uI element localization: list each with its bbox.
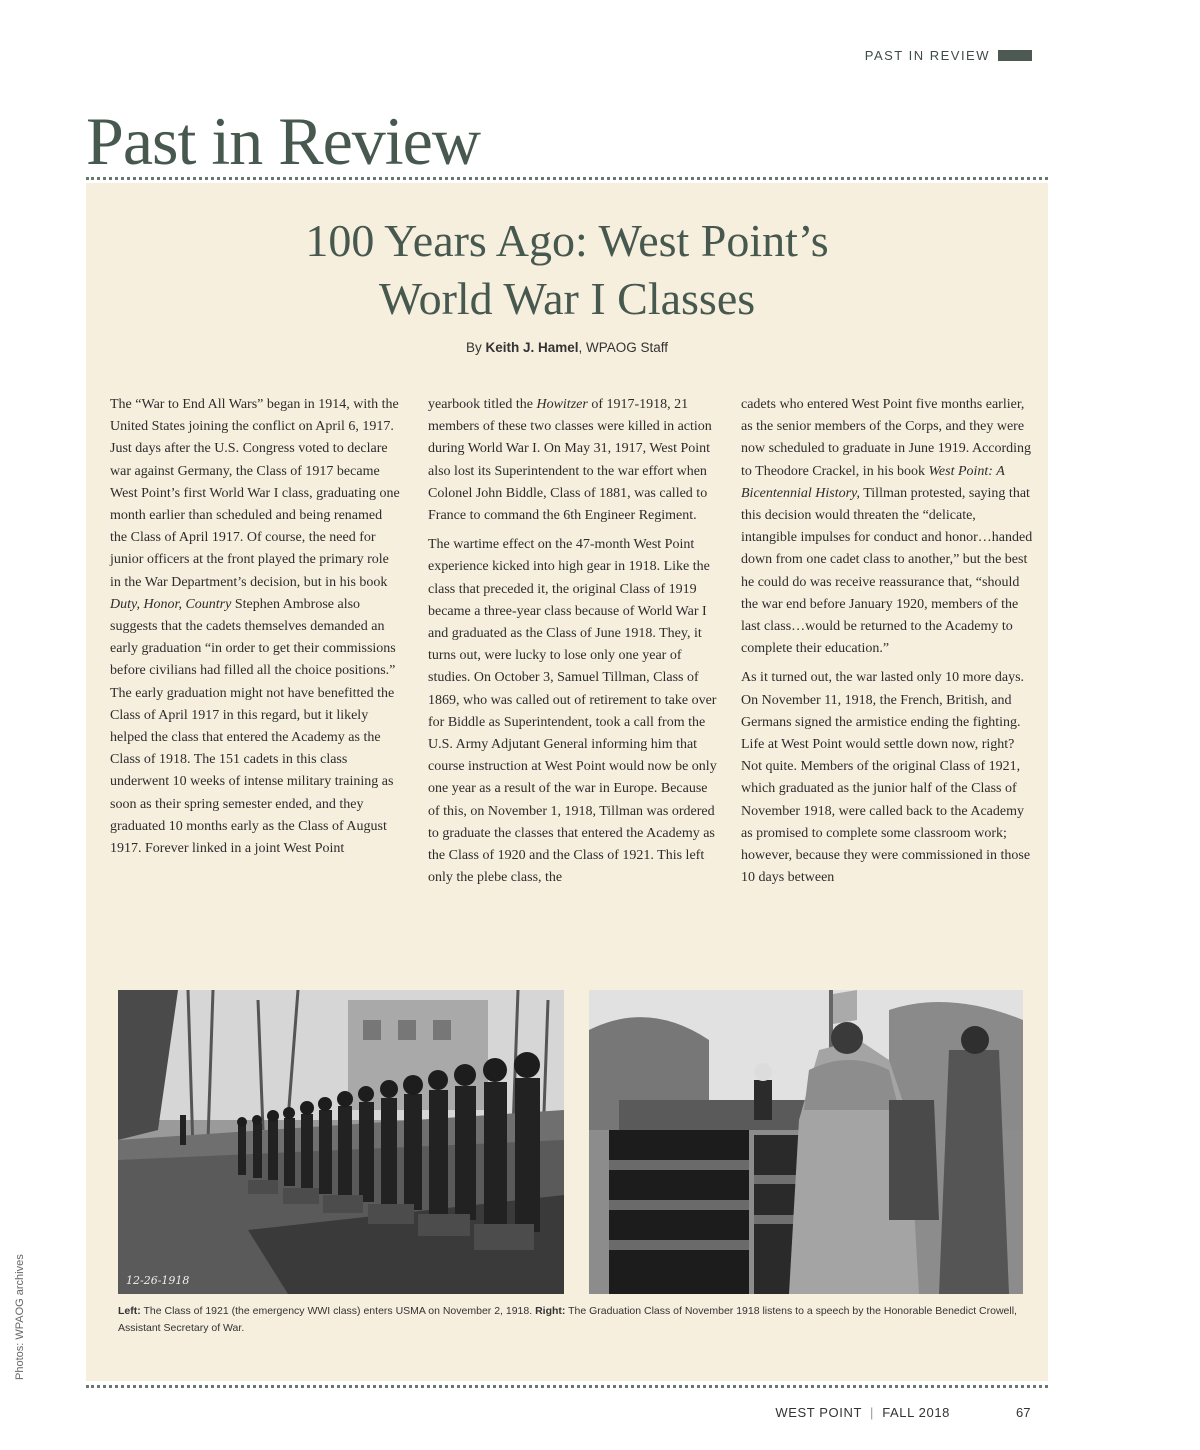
col3-paragraph-1 — [741, 394, 1033, 660]
article-headline — [86, 212, 1048, 328]
footer-issue: FALL 2018 — [882, 1405, 950, 1420]
caption-left-text: The Class of 1921 (the emergency WWI class) enters USMA on November 2, 1918. — [140, 1305, 536, 1317]
photo-left-image — [118, 990, 564, 1294]
page-title: Past in Review — [86, 103, 480, 179]
photo-class-of-1921 — [118, 990, 564, 1294]
photo-credit: Photos: WPAOG archives — [14, 1254, 26, 1380]
col2-p1-text-b: of 1917-1918, 21 members of these two classes were killed in action during World War I. On May 31, 1917, West Point also lost its Superintendent to the war effort when Colonel John Biddle, Class of 1881, was called to France to command the 6th Engineer Regiment. — [428, 397, 712, 524]
photo-caption — [118, 1303, 1023, 1337]
byline-author: Keith J. Hamel — [485, 340, 579, 355]
col3-paragraph-2: As it turned out, the war lasted only 10 more days. On November 11, 1918, the French, British, and Germans signed the armistice ending the fighting. Life at West Point would settle down now, right? Not quite. Members of the original Class of 1921, which graduated as the junior half of the Class of November 1918, were called back to the Academy as promised to complete some classroom work; however, because they were commissioned in those 10 days between — [741, 670, 1031, 886]
section-label-bar — [998, 50, 1032, 61]
headline-line-1: 100 Years Ago: West Point’s — [305, 215, 829, 266]
photo-left-handwriting: 12-26-1918 — [126, 1274, 190, 1287]
footer-publication-name: WEST POINT — [775, 1405, 862, 1420]
photo-right-image — [589, 990, 1023, 1294]
photo-graduation-nov-1918 — [589, 990, 1023, 1294]
col2-paragraph-2: The wartime effect on the 47-month West Point experience kicked into high gear in 1918. Like the class that preceded it, the original Class of 1919 became a three-year class because of World War I and graduated as the Class of June 1918. They, it turns out, were lucky to lose only one year of studies. On October 3, Samuel Tillman, Class of 1869, who was called out of retirement to take over for Biddle as Superintendent, took a call from the U.S. Army Adjutant General informing him that course instruction at West Point would now be only one year as a result of the war in Europe. Because of this, on November 1, 1918, Tillman was ordered to graduate the classes that entered the Academy as the Class of 1920 and the Class of 1921. This left only the plebe class, the — [428, 537, 717, 886]
byline-prefix: By — [465, 340, 486, 355]
byline-suffix: , WPAOG Staff — [578, 340, 669, 355]
caption-right-text: The Graduation Class of November 1918 listens to a speech by the Honorable Benedict Crowell, Assistant Secretary of War. — [118, 1305, 1017, 1334]
col3-p1-text-b: Tillman protested, saying that this decision would threaten the “delicate, intangible impulses for conduct and honor…handed down from one cadet class to another,” but the best he could do was receive reassurance that, “should the war end before January 1920, members of the last class…would be returned to the Academy to complete their education.” — [741, 485, 1033, 657]
col2-yearbook-title: Howitzer — [536, 397, 588, 412]
col1-paragraph-1 — [110, 394, 402, 860]
page-number: 67 — [1016, 1405, 1031, 1420]
bottom-dotted-divider — [86, 1385, 1048, 1388]
col2-paragraph-1 — [428, 394, 720, 527]
article-column-2 — [428, 394, 720, 896]
byline — [86, 340, 1048, 355]
top-dotted-divider — [86, 177, 1048, 180]
col1-book-title: Duty, Honor, Country — [110, 596, 232, 612]
section-label-text: PAST IN REVIEW — [864, 48, 990, 63]
col2-p1-text-a: yearbook titled the — [428, 397, 537, 412]
col1-p1-text-b: Stephen Ambrose also suggests that the cadets themselves demanded an early graduation “in order to get their commissions before civilians had filled all the choice positions.” The early graduation might not have benefitted the Class of April 1917 in this regard, but it likely helped the class that entered the Academy as the Class of 1918. The 151 cadets in this class underwent 10 weeks of intense military training as soon as their spring semester ended, and they graduated 10 months early as the Class of August 1917. Forever linked in a joint West Point — [110, 596, 396, 857]
col1-p1-text-a: The “War to End All Wars” began in 1914, with the United States joining the conflict on April 6, 1917. Just days after the U.S. Congress voted to declare war against Germany, the Class of 1917 became West Point’s first World War I class, graduating one month earlier than scheduled and being renamed the Class of April 1917. Of course, the need for junior officers at the front played the primary role in the War Department’s decision, but in his book — [110, 397, 400, 590]
headline-line-2: World War I Classes — [378, 273, 756, 324]
col3-book-title: West Point: A Bicentennial History, — [741, 463, 1005, 501]
article-column-1 — [110, 394, 402, 867]
caption-left-label: Left: — [118, 1305, 141, 1317]
footer-publication — [775, 1405, 950, 1420]
section-label — [865, 48, 1032, 63]
article-column-3 — [741, 394, 1033, 896]
col3-p1-text-a: cadets who entered West Point five months earlier, as the senior members of the Corps, and they were now scheduled to graduate in June 1919. According to Theodore Crackel, in his book — [741, 397, 1032, 479]
caption-right-label: Right: — [535, 1305, 566, 1317]
footer-separator: | — [869, 1405, 874, 1420]
